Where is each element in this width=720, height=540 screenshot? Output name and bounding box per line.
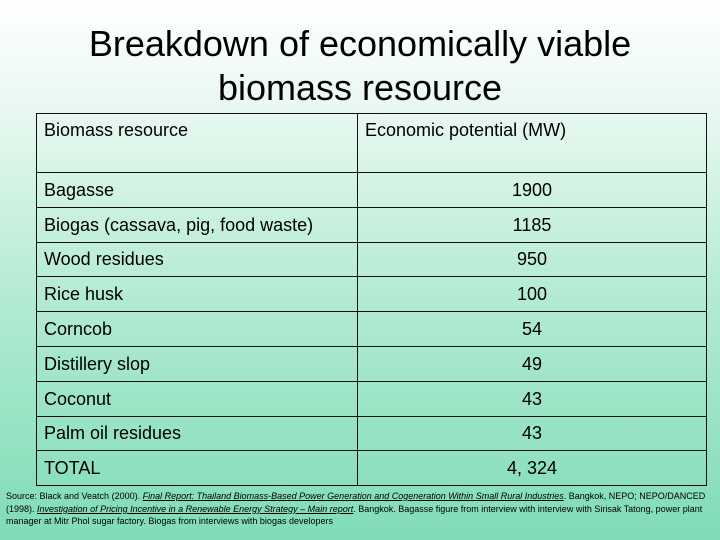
source-ref2-title: Investigation of Pricing Incentive in a Renewable Energy Strategy – Main report [37,503,354,514]
table-row [37,277,707,312]
resource-cell: Wood residues [37,242,358,277]
table-row [37,381,707,416]
resource-cell: Palm oil residues [37,416,358,451]
source-ref1-title: Final Report: Thailand Biomass-Based Power Generation and Cogeneration Within Small Rural Industries [142,491,564,501]
table-row [37,312,707,347]
resource-cell: Corncob [37,312,358,347]
table-row [37,416,707,451]
potential-cell: 100 [358,277,707,312]
table-header-row [37,114,707,173]
potential-cell: 43 [358,381,707,416]
title-line-1: Breakdown of economically viable [88,23,632,64]
potential-cell: 1900 [358,173,707,208]
biomass-table [36,113,707,486]
source-prefix: Source: Black and Veatch (2000). [6,491,143,501]
source-ref2-rest: . Bangkok. Bagasse figure from interview with interview with Sirisak Tatong, power plant manager at Mitr Phol sugar factory. Biogas from interviews with biogas developers [6,503,703,526]
potential-cell: 43 [358,416,707,451]
table-row [37,242,707,277]
resource-cell: Rice husk [37,277,358,312]
potential-cell: 950 [358,242,707,277]
potential-cell: 1185 [358,207,707,242]
resource-cell: Coconut [37,381,358,416]
table-row [37,207,707,242]
title-line-2: biomass resource [217,67,503,108]
slide-title [0,22,720,110]
total-label-cell: TOTAL [37,451,358,486]
potential-cell: 54 [358,312,707,347]
header-biomass-resource: Biomass resource [37,114,358,173]
table-row [37,173,707,208]
total-value-cell: 4, 324 [358,451,707,486]
total-row [37,451,707,486]
source-footnote [6,490,716,528]
resource-cell: Distillery slop [37,346,358,381]
table-row [37,346,707,381]
resource-cell: Bagasse [37,173,358,208]
header-economic-potential: Economic potential (MW) [358,114,707,173]
resource-cell: Biogas (cassava, pig, food waste) [37,207,358,242]
potential-cell: 49 [358,346,707,381]
source-ref1-rest: . Bangkok, NEPO; NEPO/DANCED (1998). [6,491,706,514]
